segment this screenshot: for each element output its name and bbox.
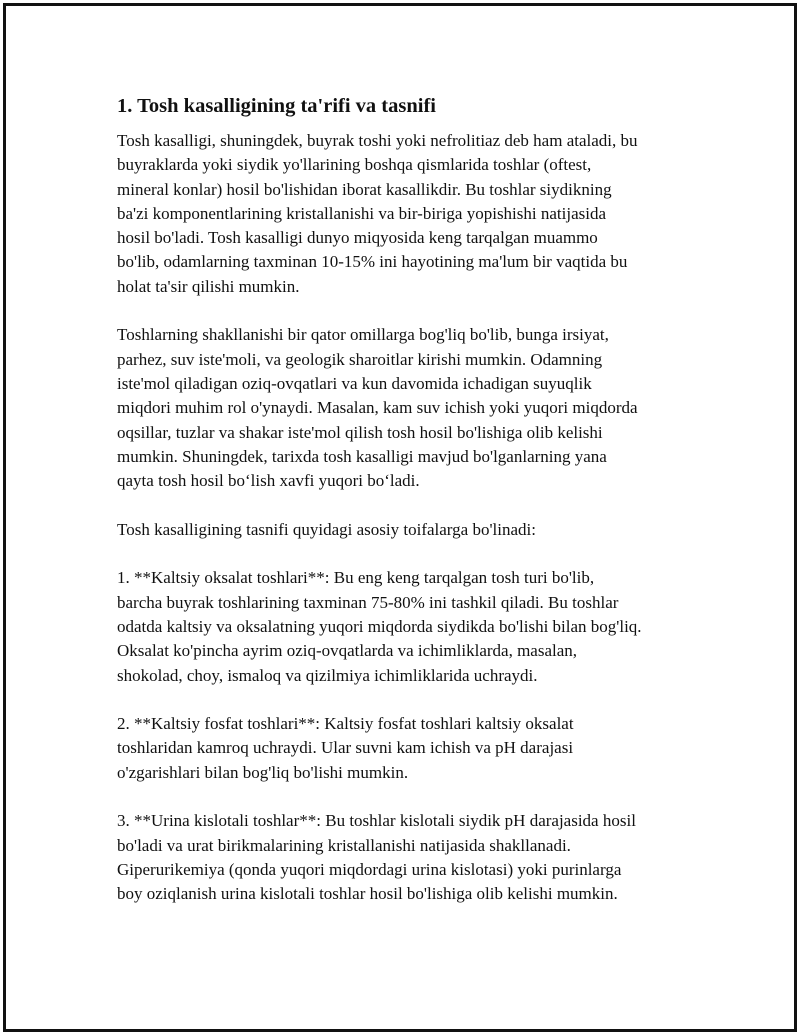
text-line: parhez, suv iste'moli, va geologik sharoitlar kirishi mumkin. Odamning	[117, 349, 603, 369]
text-line: shokolad, choy, ismaloq va qizilmiya ichimliklarida uchraydi.	[117, 665, 538, 685]
document-body	[117, 92, 687, 931]
text-line: 3. **Urina kislotali toshlar**: Bu toshlar kislotali siydik pH darajasida hosil	[117, 811, 636, 831]
text-line: buyraklarda yoki siydik yo'llarining boshqa qismlarida toshlar (oftest,	[117, 155, 592, 175]
text-line: mumkin. Shuningdek, tarixda tosh kasalligi mavjud bo'lganlarning yana	[117, 446, 607, 466]
text-line: Oksalat ko'pincha ayrim oziq-ovqatlarda va ichimliklarda, masalan,	[117, 641, 578, 661]
text-line: bo'lib, odamlarning taxminan 10-15% ini hayotining ma'lum bir vaqtida bu	[117, 252, 628, 272]
paragraph-container	[117, 129, 687, 907]
paragraph	[117, 129, 687, 299]
text-line: barcha buyrak toshlarining taxminan 75-80% ini tashkil qiladi. Bu toshlar	[117, 592, 619, 612]
paragraph	[117, 518, 687, 542]
text-line: toshlaridan kamroq uchraydi. Ular suvni kam ichish va pH darajasi	[117, 738, 574, 758]
text-line: bo'ladi va urat birikmalarining kristallanishi natijasida shakllanadi.	[117, 835, 571, 855]
text-line: boy oziqlanish urina kislotali toshlar hosil bo'lishiga olib kelishi mumkin.	[117, 884, 618, 904]
text-line: odatda kaltsiy va oksalatning yuqori miqdorda siydikda bo'lishi bilan bog'liq.	[117, 616, 642, 636]
text-line: Tosh kasalligi, shuningdek, buyrak toshi yoki nefrolitiaz deb ham ataladi, bu	[117, 131, 638, 150]
paragraph	[117, 712, 687, 785]
paragraph	[117, 323, 687, 493]
text-line: ba'zi komponentlarining kristallanishi va bir-biriga yopishishi natijasida	[117, 203, 607, 223]
text-line: 1. **Kaltsiy oksalat toshlari**: Bu eng keng tarqalgan tosh turi bo'lib,	[117, 568, 595, 588]
paragraph	[117, 566, 687, 687]
text-line: hosil bo'ladi. Tosh kasalligi dunyo miqyosida keng tarqalgan muammo	[117, 228, 598, 248]
text-line: Toshlarning shakllanishi bir qator omillarga bog'liq bo'lib, bunga irsiyat,	[117, 325, 609, 345]
section-heading: 1. Tosh kasalligining ta'rifi va tasnifi	[117, 95, 436, 117]
text-line: holat ta'sir qilishi mumkin.	[117, 276, 300, 296]
text-line: o'zgarishlari bilan bog'liq bo'lishi mumkin.	[117, 762, 409, 782]
text-line: Giperurikemiya (qonda yuqori miqdordagi urina kislotasi) yoki purinlarga	[117, 859, 622, 879]
text-line: mineral konlar) hosil bo'lishidan iborat kasallikdir. Bu toshlar siydikning	[117, 179, 612, 199]
text-line: qayta tosh hosil bo‘lish xavfi yuqori bo‘ladi.	[117, 471, 420, 491]
text-line: Tosh kasalligining tasnifi quyidagi asosiy toifalarga bo'linadi:	[117, 519, 536, 539]
text-line: miqdori muhim rol o'ynaydi. Masalan, kam suv ichish yoki yuqori miqdorda	[117, 398, 638, 418]
text-line: 2. **Kaltsiy fosfat toshlari**: Kaltsiy fosfat toshlari kaltsiy oksalat	[117, 714, 574, 734]
text-line: oqsillar, tuzlar va shakar iste'mol qilish tosh hosil bo'lishiga olib kelishi	[117, 422, 603, 442]
paragraph	[117, 809, 687, 906]
text-line: iste'mol qiladigan oziq-ovqatlari va kun davomida ichadigan suyuqlik	[117, 373, 592, 393]
